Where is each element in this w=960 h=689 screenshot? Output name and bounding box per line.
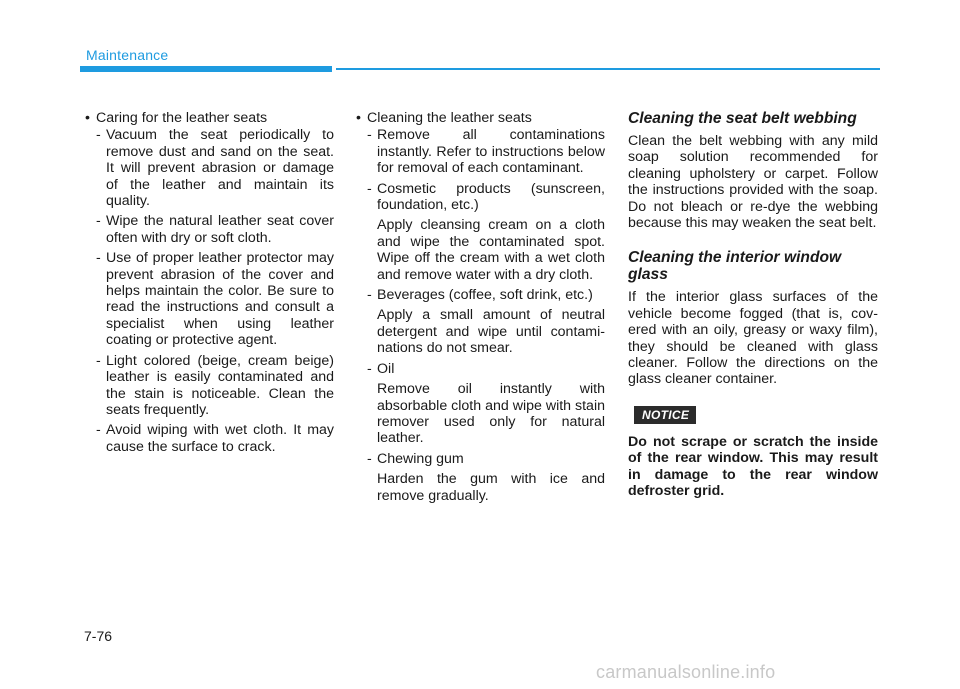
list-item-body: Harden the gum with ice and remove gradually. — [377, 471, 605, 504]
page-number: 7-76 — [84, 628, 113, 644]
dash-icon: - — [367, 450, 372, 467]
column-leather-care — [84, 110, 334, 459]
list-item-text: Avoid wiping with wet cloth. It may cause the surface to crack. — [106, 422, 334, 455]
list-item — [84, 353, 334, 419]
list-item-text: Use of proper leather protector may prevent abrasion of the cover and helps maintain the color. Be sure to read the instructions and consult a specialist when using leather coating or protective agent. — [106, 250, 334, 349]
dash-icon: - — [96, 127, 101, 144]
section-label: Maintenance — [86, 47, 169, 63]
list-item — [355, 181, 605, 214]
list-item-title: Chewing gum — [377, 450, 464, 467]
dash-icon: - — [96, 213, 101, 230]
list-item — [355, 287, 605, 303]
list-item — [355, 361, 605, 377]
dash-icon: - — [367, 127, 372, 144]
list-item-title: Cosmetic products (sunscreen, foundation, etc.) — [377, 180, 605, 214]
watermark: carmanualsonline.info — [596, 662, 776, 682]
heading-interior-glass: Cleaning the interior window glass — [628, 249, 842, 284]
dash-icon: - — [367, 360, 372, 377]
dash-icon: - — [367, 287, 372, 304]
bullet-text: Caring for the leather seats — [96, 110, 268, 126]
paragraph-seat-belt: Clean the belt webbing with any mild soap solution recommended for cleaning upholstery or carpet. Follow the instructions provided with the soap. Do not bleach or re-dye the webbing because this may weaken the seat belt. — [628, 133, 878, 232]
dash-icon: - — [96, 250, 101, 267]
list-item-text: Wipe the natural leather seat cover often with dry or soft cloth. — [106, 213, 334, 246]
header-rule-thick — [80, 66, 332, 72]
bullet-text: Cleaning the leather seats — [367, 110, 532, 126]
dash-icon: - — [96, 422, 101, 439]
notice-badge: NOTICE — [634, 406, 696, 424]
list-item-body: Apply a small amount of neutral detergent and wipe until contaminations do not smear. — [377, 307, 605, 357]
bullet-item — [355, 110, 605, 126]
bullet-dot-icon: • — [85, 110, 90, 126]
list-item-body: Apply cleansing cream on a cloth and wipe the contaminated spot. Wipe off the cream with a wet cloth and remove water with a dry cloth. — [377, 217, 605, 283]
list-item-text: Light colored (beige, cream beige) leather is easily contaminated and the stain is noticeable. Clean the seats frequently. — [106, 352, 334, 418]
list-item — [355, 127, 605, 176]
list-item-title: Beverages (coffee, soft drink, etc.) — [377, 287, 593, 304]
header-rule-thin — [336, 68, 880, 70]
list-item — [84, 250, 334, 348]
column-belt-and-glass — [628, 110, 878, 500]
list-item — [84, 422, 334, 455]
paragraph-interior-glass: If the interior glass surfaces of the vehicle become fogged (that is, covered with an oily, greasy or waxy film), they should be cleaned with glass cleaner. Follow the directions on the glass cleaner container. — [628, 289, 878, 388]
list-item-body: Remove oil instantly with absorbable cloth and wipe with stain remover used only for natural leather. — [377, 381, 605, 447]
list-item — [84, 213, 334, 246]
notice-text: Do not scrape or scratch the inside of the rear window. This may result in damage to the rear window defroster grid. — [628, 433, 878, 500]
list-item — [84, 127, 334, 209]
bullet-item — [84, 110, 334, 126]
bullet-dot-icon: • — [356, 110, 361, 126]
dash-icon: - — [367, 180, 372, 197]
list-item-text: Vacuum the seat periodically to remove dust and sand on the seat. It will prevent abrasion or damage of the leather and maintain its quality. — [106, 127, 334, 210]
dash-icon: - — [96, 352, 101, 369]
list-item-text: Remove all contaminations instantly. Refer to instructions below for removal of each contaminant. — [377, 127, 605, 177]
list-item-title: Oil — [377, 360, 395, 377]
list-item — [355, 451, 605, 467]
heading-seat-belt: Cleaning the seat belt webbing — [628, 110, 857, 127]
column-leather-cleaning — [355, 110, 605, 508]
